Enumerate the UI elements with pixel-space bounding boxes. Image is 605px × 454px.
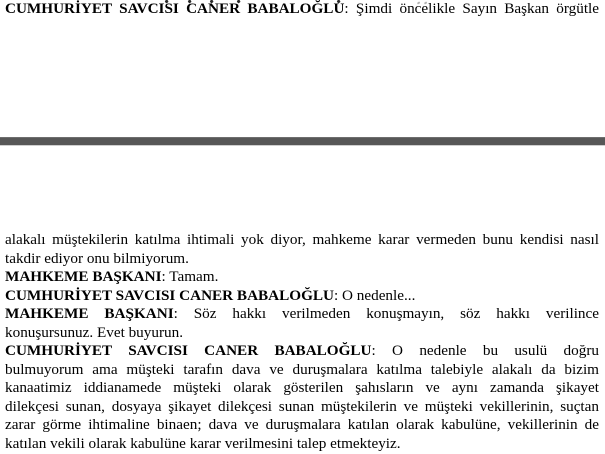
line-text: alakalı müştekilerin katılma ihtimali yok diyor, mahkeme karar vermeden bunu kendisi nasıl	[5, 231, 599, 248]
transcript-line	[5, 361, 599, 380]
transcript-line	[5, 398, 599, 417]
page-break-separator	[0, 137, 605, 146]
transcript-line	[5, 416, 599, 435]
line-text: dilekçesi sunan, dosyaya şikayet dilekçesi sunan müştekilerin ve müşteki vekillerinin, suçtan	[5, 397, 599, 415]
speaker-name: MAHKEME BAŞKANI	[5, 305, 174, 322]
transcript-line	[5, 342, 599, 361]
speaker-name: CUMHURİYET SAVCISI CANER BABALOĞLU	[5, 0, 345, 17]
transcript-block-top	[5, 0, 599, 19]
transcript-line	[5, 231, 599, 250]
line-text: kanaatimiz iddianamede müşteki olarak gösterilen şahısların ve aynı zamanda şikayet	[5, 379, 599, 396]
line-text: : O nedenle bu usulü doğru	[371, 342, 599, 359]
transcript-line	[5, 268, 599, 287]
transcript-line	[5, 324, 599, 343]
line-text: bulmuyorum ama müşteki tarafın dava ve duruşmalara katılma talebiyle alakalı da bizim	[5, 360, 599, 378]
line-text: : Şimdi öncelikle Sayın Başkan örgütle	[344, 0, 600, 17]
line-text: konuşursunuz. Evet buyurun.	[5, 323, 184, 341]
transcript-line	[5, 305, 599, 324]
transcript-line	[5, 435, 599, 454]
line-text: : O nedenle...	[333, 286, 416, 304]
transcript-block-main	[5, 231, 599, 453]
line-text: : Söz hakkı verilmeden konuşmayın, söz hakkı verilince	[173, 305, 599, 322]
line-text: takdir ediyor onu bilmiyorum.	[5, 249, 189, 267]
line-text: zarar görme ihtimaline binaen; dava ve duruşmalara katılan olarak kabulüne, vekillerinin de	[5, 416, 599, 433]
speaker-name: MAHKEME BAŞKANI	[5, 268, 162, 285]
speaker-name: CUMHURİYET SAVCISI CANER BABALOĞLU	[5, 286, 334, 304]
line-text: : Tamam.	[161, 268, 219, 285]
speaker-name: CUMHURİYET SAVCISI CANER BABALOĞLU	[5, 342, 372, 359]
transcript-line	[5, 0, 599, 19]
transcript-line	[5, 250, 599, 269]
transcript-line	[5, 379, 599, 398]
line-text: katılan vekili olarak kabulüne karar verilmesini talep etmekteyiz.	[5, 434, 401, 452]
transcript-line	[5, 287, 599, 306]
